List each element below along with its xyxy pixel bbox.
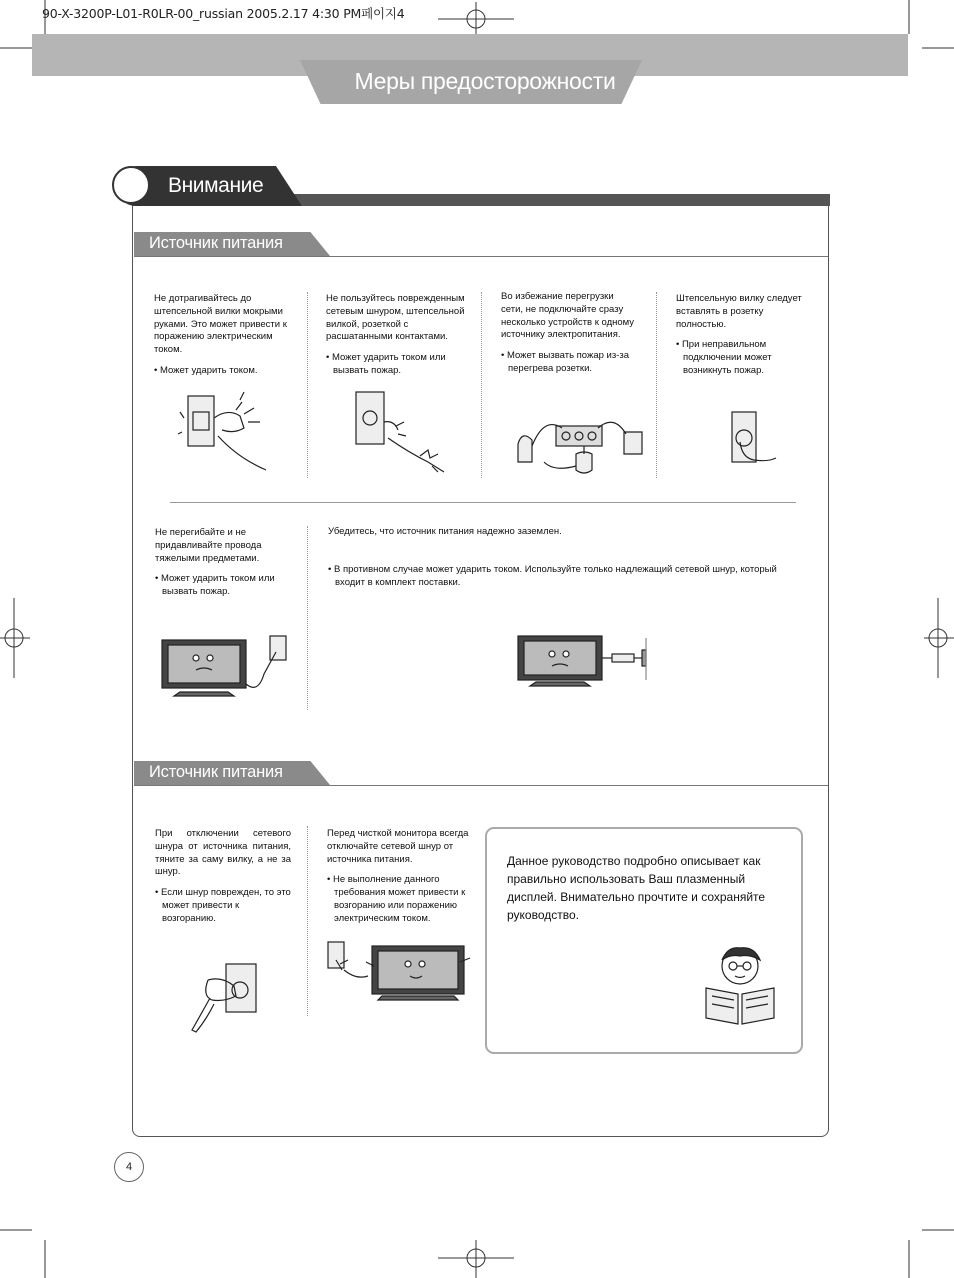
item-8-bullet: • Не выполнение данного требования может привести к возгоранию или поражению электрическим током. [327, 874, 466, 924]
tv-grounded-cord-icon [516, 634, 650, 690]
item-8-text: Перед чисткой монитора всегда отключайте сетевой шнур от источника питания. [327, 828, 469, 865]
item-6-bullet: • В противном случае может ударить током. Используйте только надлежащий сетевой шнур, который входит в комплект поставки. [328, 563, 777, 588]
unplug-by-hand-icon [188, 960, 268, 1036]
page-number: 4 [114, 1152, 144, 1182]
wet-hand-outlet-icon [178, 388, 278, 476]
item-4-text: Штепсельную вилку следует вставлять в розетку полностью. [676, 293, 802, 330]
section2-title: Источник питания [149, 763, 283, 781]
row-divider [170, 502, 796, 503]
info-box-text: Данное руководство подробно описывает как правильно использовать Ваш плазменный дисплей. Внимательно прочтите и сохраняйте руководство. [507, 854, 766, 922]
item-7-text: При отключении сетевого шнура от источника питания, тяните за саму вилку, а не за шнур. [155, 828, 291, 878]
boy-reading-icon [702, 944, 778, 1028]
tv-cleaning-unplugged-icon [326, 940, 476, 1002]
item-5-text: Не перегибайте и не придавливайте провода тяжелыми предметами. [155, 527, 262, 564]
item-6 [328, 526, 798, 589]
item-1-bullet: • Может ударить током. [154, 364, 258, 376]
column-divider [481, 292, 482, 478]
item-2-text: Не пользуйтесь поврежденным сетевым шнуром, штепсельной вилкой, розеткой с расшатанными контактами. [326, 293, 465, 343]
print-header: 90-X-3200P-L01-R0LR-00_russian 2005.2.17 4:30 PM페이지4 [42, 6, 405, 21]
item-8 [327, 828, 473, 926]
item-2 [326, 293, 470, 378]
item-3-bullet: • Может вызвать пожар из-за перегрева розетки. [501, 350, 630, 374]
plug-outlet-icon [724, 408, 784, 474]
section2-rule [134, 785, 828, 786]
tv-pressed-cord-icon [160, 634, 294, 698]
item-1 [154, 293, 292, 378]
item-1-text: Не дотрагивайтесь до штепсельной вилки мокрыми руками. Это может привести к поражению электрическим током. [154, 293, 287, 356]
item-7-bullet: • Если шнур поврежден, то это может привести к возгоранию. [155, 887, 291, 924]
warning-circle-icon [112, 166, 150, 204]
item-4 [676, 293, 812, 378]
item-2-bullet: • Может ударить током или вызвать пожар. [326, 352, 446, 376]
item-5-bullet: • Может ударить током или вызвать пожар. [155, 573, 275, 598]
column-divider [307, 826, 308, 1016]
damaged-cord-icon [348, 386, 452, 478]
section1-title: Источник питания [149, 234, 283, 252]
column-divider [307, 292, 308, 478]
warning-heading: Внимание [168, 174, 264, 197]
overloaded-outlet-icon [514, 410, 648, 482]
item-3-text: Во избежание перегрузки сети, не подключайте сразу несколько устройств к одному источнику электропитания. [501, 291, 635, 341]
item-5 [155, 527, 291, 599]
item-3 [501, 291, 637, 376]
item-4-bullet: • При неправильном подключении может возникнуть пожар. [676, 339, 772, 376]
column-divider [656, 292, 657, 478]
column-divider [307, 526, 308, 710]
item-6-text: Убедитесь, что источник питания надежно заземлен. [328, 526, 562, 537]
page-title: Меры предосторожности [354, 68, 616, 94]
item-7 [155, 828, 291, 926]
section1-rule [134, 256, 828, 257]
